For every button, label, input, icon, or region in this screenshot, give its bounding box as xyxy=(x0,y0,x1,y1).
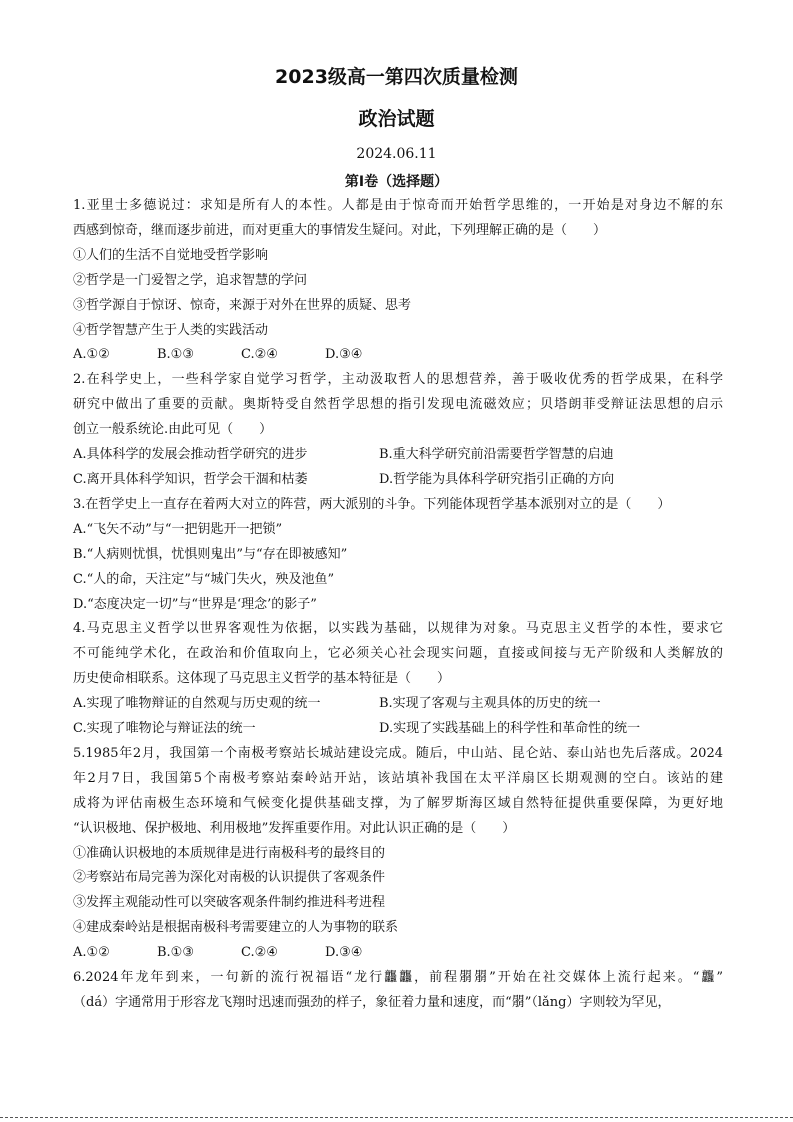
question-6 xyxy=(73,966,723,1016)
option-a: A.①② xyxy=(73,945,110,961)
option-a: A.具体科学的发展会推动哲学研究的进步 xyxy=(73,447,308,463)
option-b: B.“人病则忧惧，忧惧则鬼出”与“存在即被感知” xyxy=(73,546,348,562)
option-c: C.②④ xyxy=(241,945,278,961)
question-stem-line: 2.在科学史上，一些科学家自觉学习哲学，主动汲取哲人的思想营养，善于吸收优秀的哲学成果，在科学 xyxy=(73,372,723,388)
options-row xyxy=(73,343,723,368)
option-d: D.实现了实践基础上的科学性和革命性的统一 xyxy=(379,721,641,737)
option-a: A.实现了唯物辩证的自然观与历史观的统一 xyxy=(73,696,321,712)
question-stem-line: 1.亚里士多德说过：求知是所有人的本性。人都是由于惊奇而开始哲学思维的，一开始是对身边不解的东 xyxy=(73,198,723,213)
option-b: B.实现了客观与主观具体的历史的统一 xyxy=(379,696,601,712)
question-stem-line: 研究中做出了重要的贡献。奥斯特受自然哲学思想的指引发现电流磁效应；贝塔朗菲受辩证法思想的启示 xyxy=(73,397,723,413)
statement: ③发挥主观能动性可以突破客观条件制约推进科考进程 xyxy=(73,895,386,911)
option-b: B.①③ xyxy=(157,347,194,363)
option-d: D.哲学能为具体科学研究指引正确的方向 xyxy=(379,471,615,487)
option-b: B.①③ xyxy=(157,945,194,961)
question-stem-line: 历史使命相联系。这体现了马克思主义哲学的基本特征是（ ） xyxy=(73,671,451,687)
question-2 xyxy=(73,368,723,493)
exam-title: 2023级高一第四次质量检测 xyxy=(275,66,518,88)
options-row xyxy=(73,717,723,742)
statement: ④哲学智慧产生于人类的实践活动 xyxy=(73,322,269,338)
option-c: C.离开具体科学知识，哲学会干涸和枯萎 xyxy=(73,471,308,487)
option-a: A.①② xyxy=(73,347,110,363)
question-5 xyxy=(73,742,723,966)
options-row xyxy=(73,692,723,717)
question-stem-line: 4.马克思主义哲学以世界客观性为依据，以实践为基础，以规律为对象。马克思主义哲学的本性，要求它 xyxy=(73,621,723,637)
option-d: D.③④ xyxy=(325,347,363,363)
question-stem-line: 成将为评估南极生态环境和气候变化提供基础支撑，为了解罗斯海区域自然特征提供重要保障，为更好地 xyxy=(73,795,723,811)
statement: ④建成秦岭站是根据南极科考需要建立的人为事物的联系 xyxy=(73,920,399,936)
question-stem-line: 西感到惊奇，继而逐步前进，而对更重大的事情发生疑问。对此，下列理解正确的是（ ） xyxy=(73,222,607,238)
exam-date: 2024.06.11 xyxy=(356,146,437,162)
page-bottom-divider xyxy=(0,1117,793,1118)
option-c: C.“人的命，天注定”与“城门失火，殃及池鱼” xyxy=(73,571,335,587)
option-a: A.“飞矢不动”与“一把钥匙开一把锁” xyxy=(73,521,283,537)
statement: ②哲学是一门爱智之学，追求智慧的学问 xyxy=(73,272,308,288)
question-list xyxy=(73,194,723,1016)
question-stem-line: 创立一般系统论.由此可见（ ） xyxy=(73,422,273,438)
exam-subject: 政治试题 xyxy=(358,108,435,130)
question-stem-line: 5.1985年2月，我国第一个南极考察站长城站建设完成。随后，中山站、昆仑站、泰山站也先后落成。2024 xyxy=(73,745,723,761)
options-row xyxy=(73,468,723,493)
question-stem-line: 不可能纯学术化，在政治和价值取向上，它必须关心社会现实问题，直接或间接与无产阶级和人类解放的 xyxy=(73,646,723,662)
question-4 xyxy=(73,617,723,742)
options-row xyxy=(73,443,723,468)
statement: ②考察站布局完善为深化对南极的认识提供了客观条件 xyxy=(73,870,386,886)
question-stem-line: 6.2024年龙年到来，一句新的流行祝福语“龙行龘龘，前程朤朤”开始在社交媒体上流行起来。“龘” xyxy=(73,970,723,986)
question-stem-line: 年2月7日，我国第5个南极考察站秦岭站开站，该站填补我国在太平洋扇区长期观测的空白。该站的建 xyxy=(73,770,723,786)
option-d: D.③④ xyxy=(325,945,363,961)
options-row xyxy=(73,941,723,966)
option-b: B.重大科学研究前沿需要哲学智慧的启迪 xyxy=(379,447,614,463)
option-c: C.实现了唯物论与辩证法的统一 xyxy=(73,721,256,737)
statement: ①人们的生活不自觉地受哲学影响 xyxy=(73,247,269,263)
question-3 xyxy=(73,493,723,618)
statement: ①准确认识极地的本质规律是进行南极科考的最终目的 xyxy=(73,845,386,861)
question-stem-line: 3.在哲学史上一直存在着两大对立的阵营，两大派别的斗争。下列能体现哲学基本派别对立的是（ ） xyxy=(73,496,671,512)
option-c: C.②④ xyxy=(241,347,278,363)
question-1 xyxy=(73,194,723,368)
question-stem-line: （dá）字通常用于形容龙飞翔时迅速而强劲的样子，象征着力量和速度，而“朤”（lǎng）字则较为罕见， xyxy=(73,995,671,1010)
section-title: 第Ⅰ卷（选择题） xyxy=(344,174,449,190)
question-stem-line: “认识极地、保护极地、利用极地”发挥重要作用。对此认识正确的是（ ） xyxy=(73,820,516,836)
statement: ③哲学源自于惊讶、惊奇，来源于对外在世界的质疑、思考 xyxy=(73,297,412,313)
option-d: D.“态度决定一切”与“世界是‘理念’的影子” xyxy=(73,596,317,612)
